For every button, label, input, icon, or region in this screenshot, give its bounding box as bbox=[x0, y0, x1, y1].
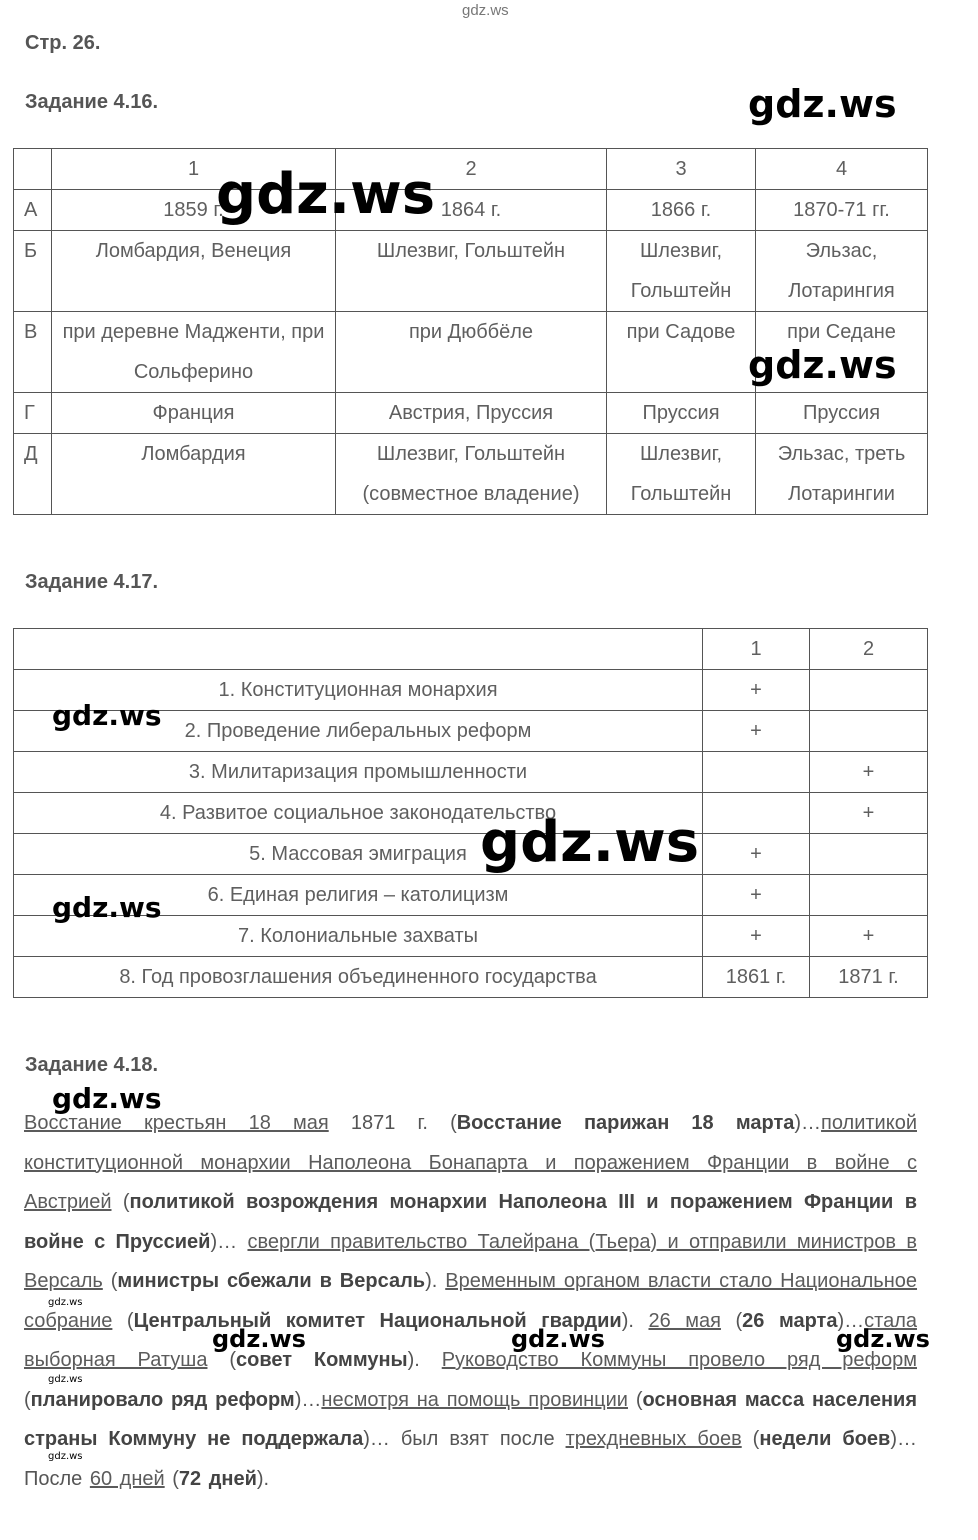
table-cell: Шлезвиг, Гольштейн bbox=[336, 231, 607, 312]
table-cell: 6. Единая религия – католицизм bbox=[14, 875, 703, 916]
table-cell: 7. Колониальные захваты bbox=[14, 916, 703, 957]
row-label: Г bbox=[14, 393, 52, 434]
underlined-phrase: 60 дней bbox=[89, 1467, 165, 1490]
text-segment: 1871 г. ( bbox=[328, 1112, 457, 1134]
table-cell: Эльзас, треть Лотарингии bbox=[756, 434, 928, 515]
table-cell: при Садове bbox=[607, 312, 756, 393]
bold-phrase: 26 марта bbox=[742, 1309, 838, 1332]
table-cell: + bbox=[810, 916, 928, 957]
table-cell: + bbox=[703, 711, 810, 752]
watermark: gdz.ws bbox=[748, 82, 897, 126]
text-segment: )… bbox=[294, 1388, 322, 1411]
table-cell: 4. Развитое социальное законодательство bbox=[14, 793, 703, 834]
watermark: gdz.ws bbox=[748, 343, 897, 387]
underlined-phrase: трехдневных боев bbox=[565, 1428, 742, 1450]
bold-phrase: политикой возрождения монархии Наполеона III и поражением Франции в войне с Пруссией bbox=[24, 1191, 918, 1253]
table-cell: при деревне Мадженти, при Сольферино bbox=[52, 312, 336, 393]
watermark: gdz.ws bbox=[52, 891, 162, 924]
table-row bbox=[14, 393, 928, 434]
watermark: gdz.ws bbox=[216, 162, 436, 227]
table-cell: 1870-71 гг. bbox=[756, 190, 928, 231]
bold-phrase: совет Коммуны bbox=[235, 1349, 408, 1371]
text-segment: )… bbox=[210, 1230, 248, 1253]
watermark: gdz.ws bbox=[48, 1374, 83, 1385]
underlined-phrase: Временным органом власти стало Национальное собрание bbox=[24, 1270, 918, 1332]
table-cell: Франция bbox=[52, 393, 336, 434]
underlined-phrase: 26 мая bbox=[648, 1309, 721, 1332]
table-corner-cell bbox=[14, 149, 52, 190]
table-cell: 1866 г. bbox=[607, 190, 756, 231]
table-cell: Пруссия bbox=[756, 393, 928, 434]
table-cell: Шлезвиг, Гольштейн bbox=[607, 231, 756, 312]
table-cell: Ломбардия bbox=[52, 434, 336, 515]
table-cell: Эльзас, Лотарингия bbox=[756, 231, 928, 312]
row-label: Б bbox=[14, 231, 52, 312]
page-label: Стр. 26. bbox=[25, 32, 101, 54]
table-cell: 1. Конституционная монархия bbox=[14, 670, 703, 711]
text-segment: ). bbox=[407, 1349, 442, 1371]
watermark: gdz.ws bbox=[52, 699, 162, 732]
table-cell bbox=[810, 875, 928, 916]
table-row bbox=[14, 231, 928, 312]
table-cell bbox=[810, 834, 928, 875]
table-cell: 1864 г. bbox=[336, 190, 607, 231]
bold-phrase: Восстание парижан 18 марта bbox=[456, 1112, 795, 1134]
watermark-top: gdz.ws bbox=[462, 2, 509, 19]
table-cell: Пруссия bbox=[607, 393, 756, 434]
bold-phrase: недели боев bbox=[759, 1428, 891, 1450]
task1-title: Задание 4.16. bbox=[25, 91, 159, 113]
text-segment: )…После bbox=[24, 1428, 918, 1490]
table-row bbox=[14, 793, 928, 834]
table-cell: 1871 г. bbox=[810, 957, 928, 998]
table-cell: 2. Проведение либеральных реформ bbox=[14, 711, 703, 752]
table-cell bbox=[703, 752, 810, 793]
table-header-row bbox=[14, 629, 928, 670]
underlined-phrase: Руководство Коммуны провело ряд реформ bbox=[441, 1349, 917, 1371]
table-row bbox=[14, 752, 928, 793]
text-segment: ( bbox=[24, 1388, 31, 1411]
text-segment: ( bbox=[627, 1388, 643, 1411]
col-header: 4 bbox=[756, 149, 928, 190]
table-cell bbox=[703, 793, 810, 834]
text-segment: ). bbox=[425, 1270, 446, 1292]
text-segment: ( bbox=[112, 1309, 134, 1332]
table-cell: 1861 г. bbox=[703, 957, 810, 998]
col-header bbox=[14, 629, 703, 670]
text-segment: ). bbox=[621, 1309, 649, 1332]
table-row bbox=[14, 434, 928, 515]
watermark: gdz.ws bbox=[212, 1325, 306, 1353]
text-segment: ( bbox=[207, 1349, 236, 1371]
table-cell: + bbox=[703, 670, 810, 711]
text-segment: )… bbox=[794, 1112, 822, 1134]
text-segment: ( bbox=[111, 1191, 130, 1213]
underlined-phrase: Восстание крестьян 18 мая bbox=[24, 1112, 329, 1134]
underlined-phrase: несмотря на помощь провинции bbox=[321, 1388, 628, 1411]
table-cell: Ломбардия, Венеция bbox=[52, 231, 336, 312]
table-cell: + bbox=[810, 793, 928, 834]
table-cell: Австрия, Пруссия bbox=[336, 393, 607, 434]
table-cell: 5. Массовая эмиграция bbox=[14, 834, 703, 875]
task1-table bbox=[13, 148, 928, 515]
col-header: 1 bbox=[52, 149, 336, 190]
row-label: Д bbox=[14, 434, 52, 515]
watermark: gdz.ws bbox=[48, 1297, 83, 1308]
table-cell bbox=[810, 670, 928, 711]
table-row bbox=[14, 834, 928, 875]
task3-paragraph bbox=[24, 1104, 917, 1499]
underlined-phrase: политикой конституционной монархии Наполеона Бонапарта и поражением Франции в войне с Австрией bbox=[24, 1112, 917, 1213]
table-row bbox=[14, 957, 928, 998]
text-segment: ( bbox=[720, 1309, 743, 1332]
underlined-phrase: свергли правительство Талейрана (Тьера) и отправили министров в Версаль bbox=[24, 1230, 918, 1292]
task2-title: Задание 4.17. bbox=[25, 571, 159, 593]
table-row bbox=[14, 190, 928, 231]
task3-title: Задание 4.18. bbox=[25, 1054, 159, 1076]
table-cell: + bbox=[703, 834, 810, 875]
table-cell: 1859 г. bbox=[52, 190, 336, 231]
bold-phrase: 72 дней bbox=[178, 1467, 257, 1490]
table-cell: Шлезвиг, Гольштейн (совместное владение) bbox=[336, 434, 607, 515]
col-header: 2 bbox=[810, 629, 928, 670]
col-header: 1 bbox=[703, 629, 810, 670]
table-cell: + bbox=[703, 916, 810, 957]
task2-table bbox=[13, 628, 928, 998]
table-cell: при Дюббёле bbox=[336, 312, 607, 393]
table-cell: 8. Год провозглашения объединенного государства bbox=[14, 957, 703, 998]
row-label: А bbox=[14, 190, 52, 231]
table-cell: Шлезвиг, Гольштейн bbox=[607, 434, 756, 515]
text-segment: ( bbox=[164, 1467, 179, 1490]
watermark: gdz.ws bbox=[511, 1325, 605, 1353]
watermark: gdz.ws bbox=[48, 1451, 83, 1462]
underlined-phrase: стала выборная Ратуша bbox=[24, 1309, 918, 1371]
col-header: 3 bbox=[607, 149, 756, 190]
watermark: gdz.ws bbox=[480, 810, 700, 875]
table-cell bbox=[810, 711, 928, 752]
watermark: gdz.ws bbox=[52, 1082, 162, 1115]
text-segment: ( bbox=[102, 1270, 118, 1292]
row-label: В bbox=[14, 312, 52, 393]
bold-phrase: министры сбежали в Версаль bbox=[117, 1270, 426, 1292]
text-segment: ). bbox=[256, 1467, 270, 1490]
table-header-row bbox=[14, 149, 928, 190]
table-cell: + bbox=[810, 752, 928, 793]
col-header: 2 bbox=[336, 149, 607, 190]
bold-phrase: планировало ряд реформ bbox=[30, 1388, 295, 1411]
text-segment: )… bbox=[837, 1309, 865, 1332]
table-cell: 3. Милитаризация промышленности bbox=[14, 752, 703, 793]
table-cell: + bbox=[703, 875, 810, 916]
bold-phrase: Центральный комитет Национальной гвардии bbox=[133, 1309, 622, 1332]
bold-phrase: основная масса населения страны Коммуну не поддержала bbox=[24, 1388, 918, 1450]
text-segment: )… был взят после bbox=[363, 1428, 566, 1450]
watermark: gdz.ws bbox=[836, 1325, 930, 1353]
table-cell: при Седане bbox=[756, 312, 928, 393]
text-segment: ( bbox=[741, 1428, 760, 1450]
